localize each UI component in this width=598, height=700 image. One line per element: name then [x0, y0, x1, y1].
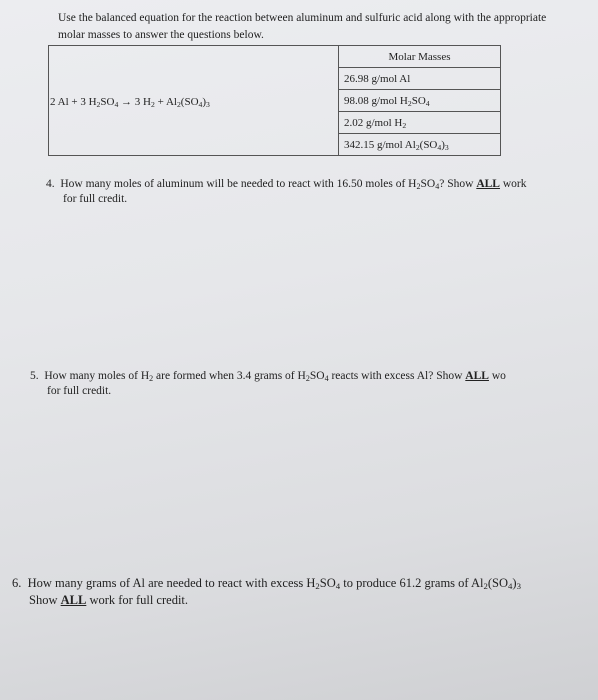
- eq-sub: 2: [151, 100, 155, 109]
- emphasis-all: ALL: [465, 370, 489, 382]
- molar-mass-row: [339, 90, 501, 112]
- eq-close-paren: ): [202, 96, 207, 108]
- q-sub: 3: [516, 581, 521, 591]
- question-text: work for full credit.: [86, 593, 189, 607]
- molar-mass-value: 98.08 g/mol H: [344, 94, 408, 107]
- instructions-line-1: Use the balanced equation for the reaction between aluminum and sulfuric acid along with the appropriate: [58, 12, 547, 24]
- question-text: are formed when 3.4 grams of H: [153, 370, 306, 382]
- mm-part: (SO: [419, 138, 438, 151]
- eq-sub: 4: [198, 100, 203, 109]
- question-number: 4.: [46, 178, 55, 190]
- question-text-line-2: for full credit.: [63, 193, 128, 205]
- emphasis-all: ALL: [60, 593, 87, 607]
- question-text: ? Show: [439, 178, 477, 190]
- mm-sub: 4: [437, 142, 442, 152]
- q-sub: 2: [416, 182, 421, 191]
- question-text-line-2: for full credit.: [47, 385, 112, 397]
- q-sub: 4: [435, 182, 440, 191]
- q-sub: 2: [483, 581, 488, 591]
- mm-sub: 2: [402, 120, 407, 130]
- molar-mass-value: 2.02 g/mol H: [344, 116, 403, 129]
- question-text: SO: [309, 370, 325, 382]
- q-sub: 4: [324, 374, 329, 383]
- eq-sub: 3: [206, 100, 210, 109]
- question-4: [46, 177, 526, 207]
- q-sub: 2: [149, 374, 154, 383]
- question-text: wo: [488, 370, 506, 382]
- eq-sub: 2: [176, 100, 181, 109]
- eq-sulfate: SO: [100, 96, 115, 108]
- question-text: How many moles of H: [44, 370, 150, 382]
- q-sub: 2: [305, 374, 310, 383]
- reaction-arrow: →: [118, 96, 135, 108]
- mm-sub: 2: [415, 142, 420, 152]
- question-number: 5.: [30, 370, 39, 382]
- molar-mass-value: 342.15 g/mol Al: [344, 138, 416, 151]
- question-5: [30, 369, 506, 399]
- question-text: How many moles of aluminum will be needed to react with 16.50 moles of H: [60, 178, 417, 190]
- mm-part: SO: [411, 94, 426, 107]
- question-number: 6.: [12, 576, 22, 590]
- molar-mass-row: [339, 112, 501, 134]
- molar-mass-row: [339, 134, 501, 156]
- eq-hydrogen: 3 H: [134, 96, 151, 108]
- molar-mass-value: 26.98 g/mol Al: [344, 72, 411, 85]
- molar-masses-table: [338, 45, 501, 156]
- mm-sub: 3: [444, 142, 449, 152]
- instructions-line-2: molar masses to answer the questions below.: [58, 29, 264, 41]
- question-text: SO: [420, 178, 436, 190]
- mm-sub: 4: [425, 98, 430, 108]
- question-text: ): [512, 576, 517, 590]
- question-text: Show: [29, 593, 61, 607]
- balanced-equation: [50, 96, 210, 108]
- q-sub: 2: [315, 581, 320, 591]
- question-6: [12, 575, 521, 609]
- question-text: SO: [319, 576, 336, 590]
- eq-aluminum: + Al: [154, 96, 177, 108]
- eq-sulfate-group: (SO: [180, 96, 199, 108]
- instructions: [58, 10, 598, 44]
- eq-sub: 4: [114, 100, 119, 109]
- q-sub: 4: [335, 581, 341, 591]
- molar-masses-header: Molar Masses: [339, 46, 501, 68]
- molar-mass-row: [339, 68, 501, 90]
- question-text: reacts with excess Al? Show: [328, 370, 466, 382]
- eq-reactants: 2 Al + 3 H: [50, 96, 97, 108]
- mm-sub: 2: [407, 98, 412, 108]
- eq-sub: 2: [96, 100, 101, 109]
- q-sub: 4: [508, 581, 513, 591]
- emphasis-all: ALL: [476, 178, 500, 190]
- mm-part: ): [441, 138, 445, 151]
- question-text: (SO: [487, 576, 509, 590]
- question-text: How many grams of Al are needed to react with excess H: [27, 576, 316, 590]
- question-text: to produce 61.2 grams of Al: [340, 576, 484, 590]
- question-text: work: [499, 178, 527, 190]
